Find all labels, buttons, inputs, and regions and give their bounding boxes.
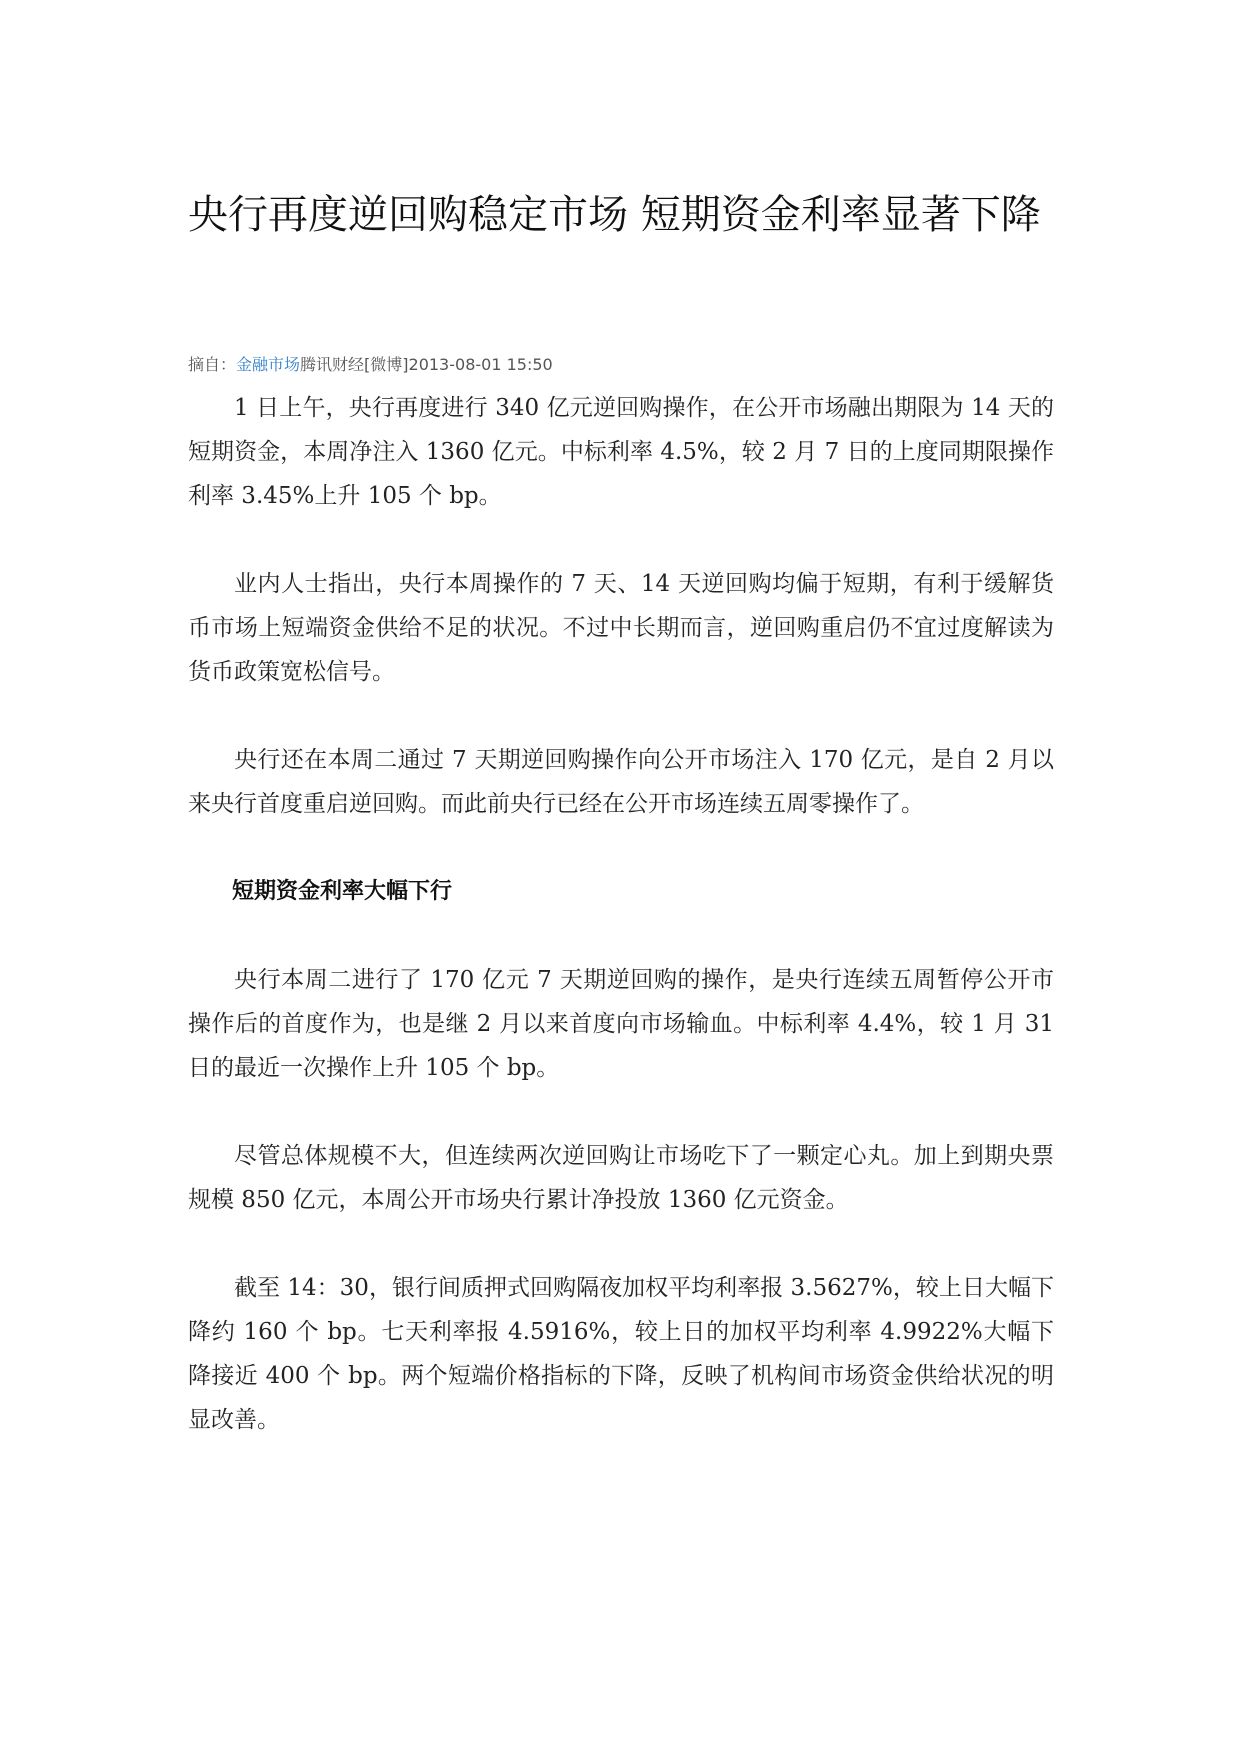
paragraph-5: 尽管总体规模不大，但连续两次逆回购让市场吃下了一颗定心丸。加上到期央票规模 850 亿元，本周公开市场央行累计净投放 1360 亿元资金。 — [188, 1143, 1054, 1213]
paragraph-2: 业内人士指出，央行本周操作的 7 天、14 天逆回购均偏于短期，有利于缓解货币市场上短端资金供给不足的状况。不过中长期而言，逆回购重启仍不宜过度解读为货币政策宽松信号。 — [188, 571, 1054, 685]
paragraph-1: 1 日上午，央行再度进行 340 亿元逆回购操作，在公开市场融出期限为 14 天的短期资金，本周净注入 1360 亿元。中标利率 4.5%，较 2 月 7 日的上度同期限操作利率 3.45%上升 105 个 bp。 — [188, 395, 1054, 509]
paragraph-4: 央行本周二进行了 170 亿元 7 天期逆回购的操作，是央行连续五周暂停公开市操作后的首度作为，也是继 2 月以来首度向市场输血。中标利率 4.4%，较 1 月 31 日的最近一次操作上升 105 个 bp。 — [188, 967, 1054, 1081]
paragraph-3: 央行还在本周二通过 7 天期逆回购操作向公开市场注入 170 亿元，是自 2 月以来央行首度重启逆回购。而此前央行已经在公开市场连续五周零操作了。 — [188, 747, 1054, 817]
section-heading: 短期资金利率大幅下行 — [232, 879, 453, 904]
article-source-line — [188, 354, 553, 376]
source-prefix: 摘自： — [188, 355, 237, 374]
article-body — [188, 386, 1054, 1486]
source-publisher-date: 腾讯财经[微博]2013-08-01 15:50 — [300, 355, 553, 374]
source-category-link[interactable]: 金融市场 — [236, 355, 301, 374]
article-title: 央行再度逆回购稳定市场 短期资金利率显著下降 — [188, 192, 1041, 238]
paragraph-6: 截至 14：30，银行间质押式回购隔夜加权平均利率报 3.5627%，较上日大幅下降约 160 个 bp。七天利率报 4.5916%，较上日的加权平均利率 4.9922%大幅下降接近 400 个 bp。两个短端价格指标的下降，反映了机构间市场资金供给状况的明显改善。 — [188, 1275, 1054, 1433]
